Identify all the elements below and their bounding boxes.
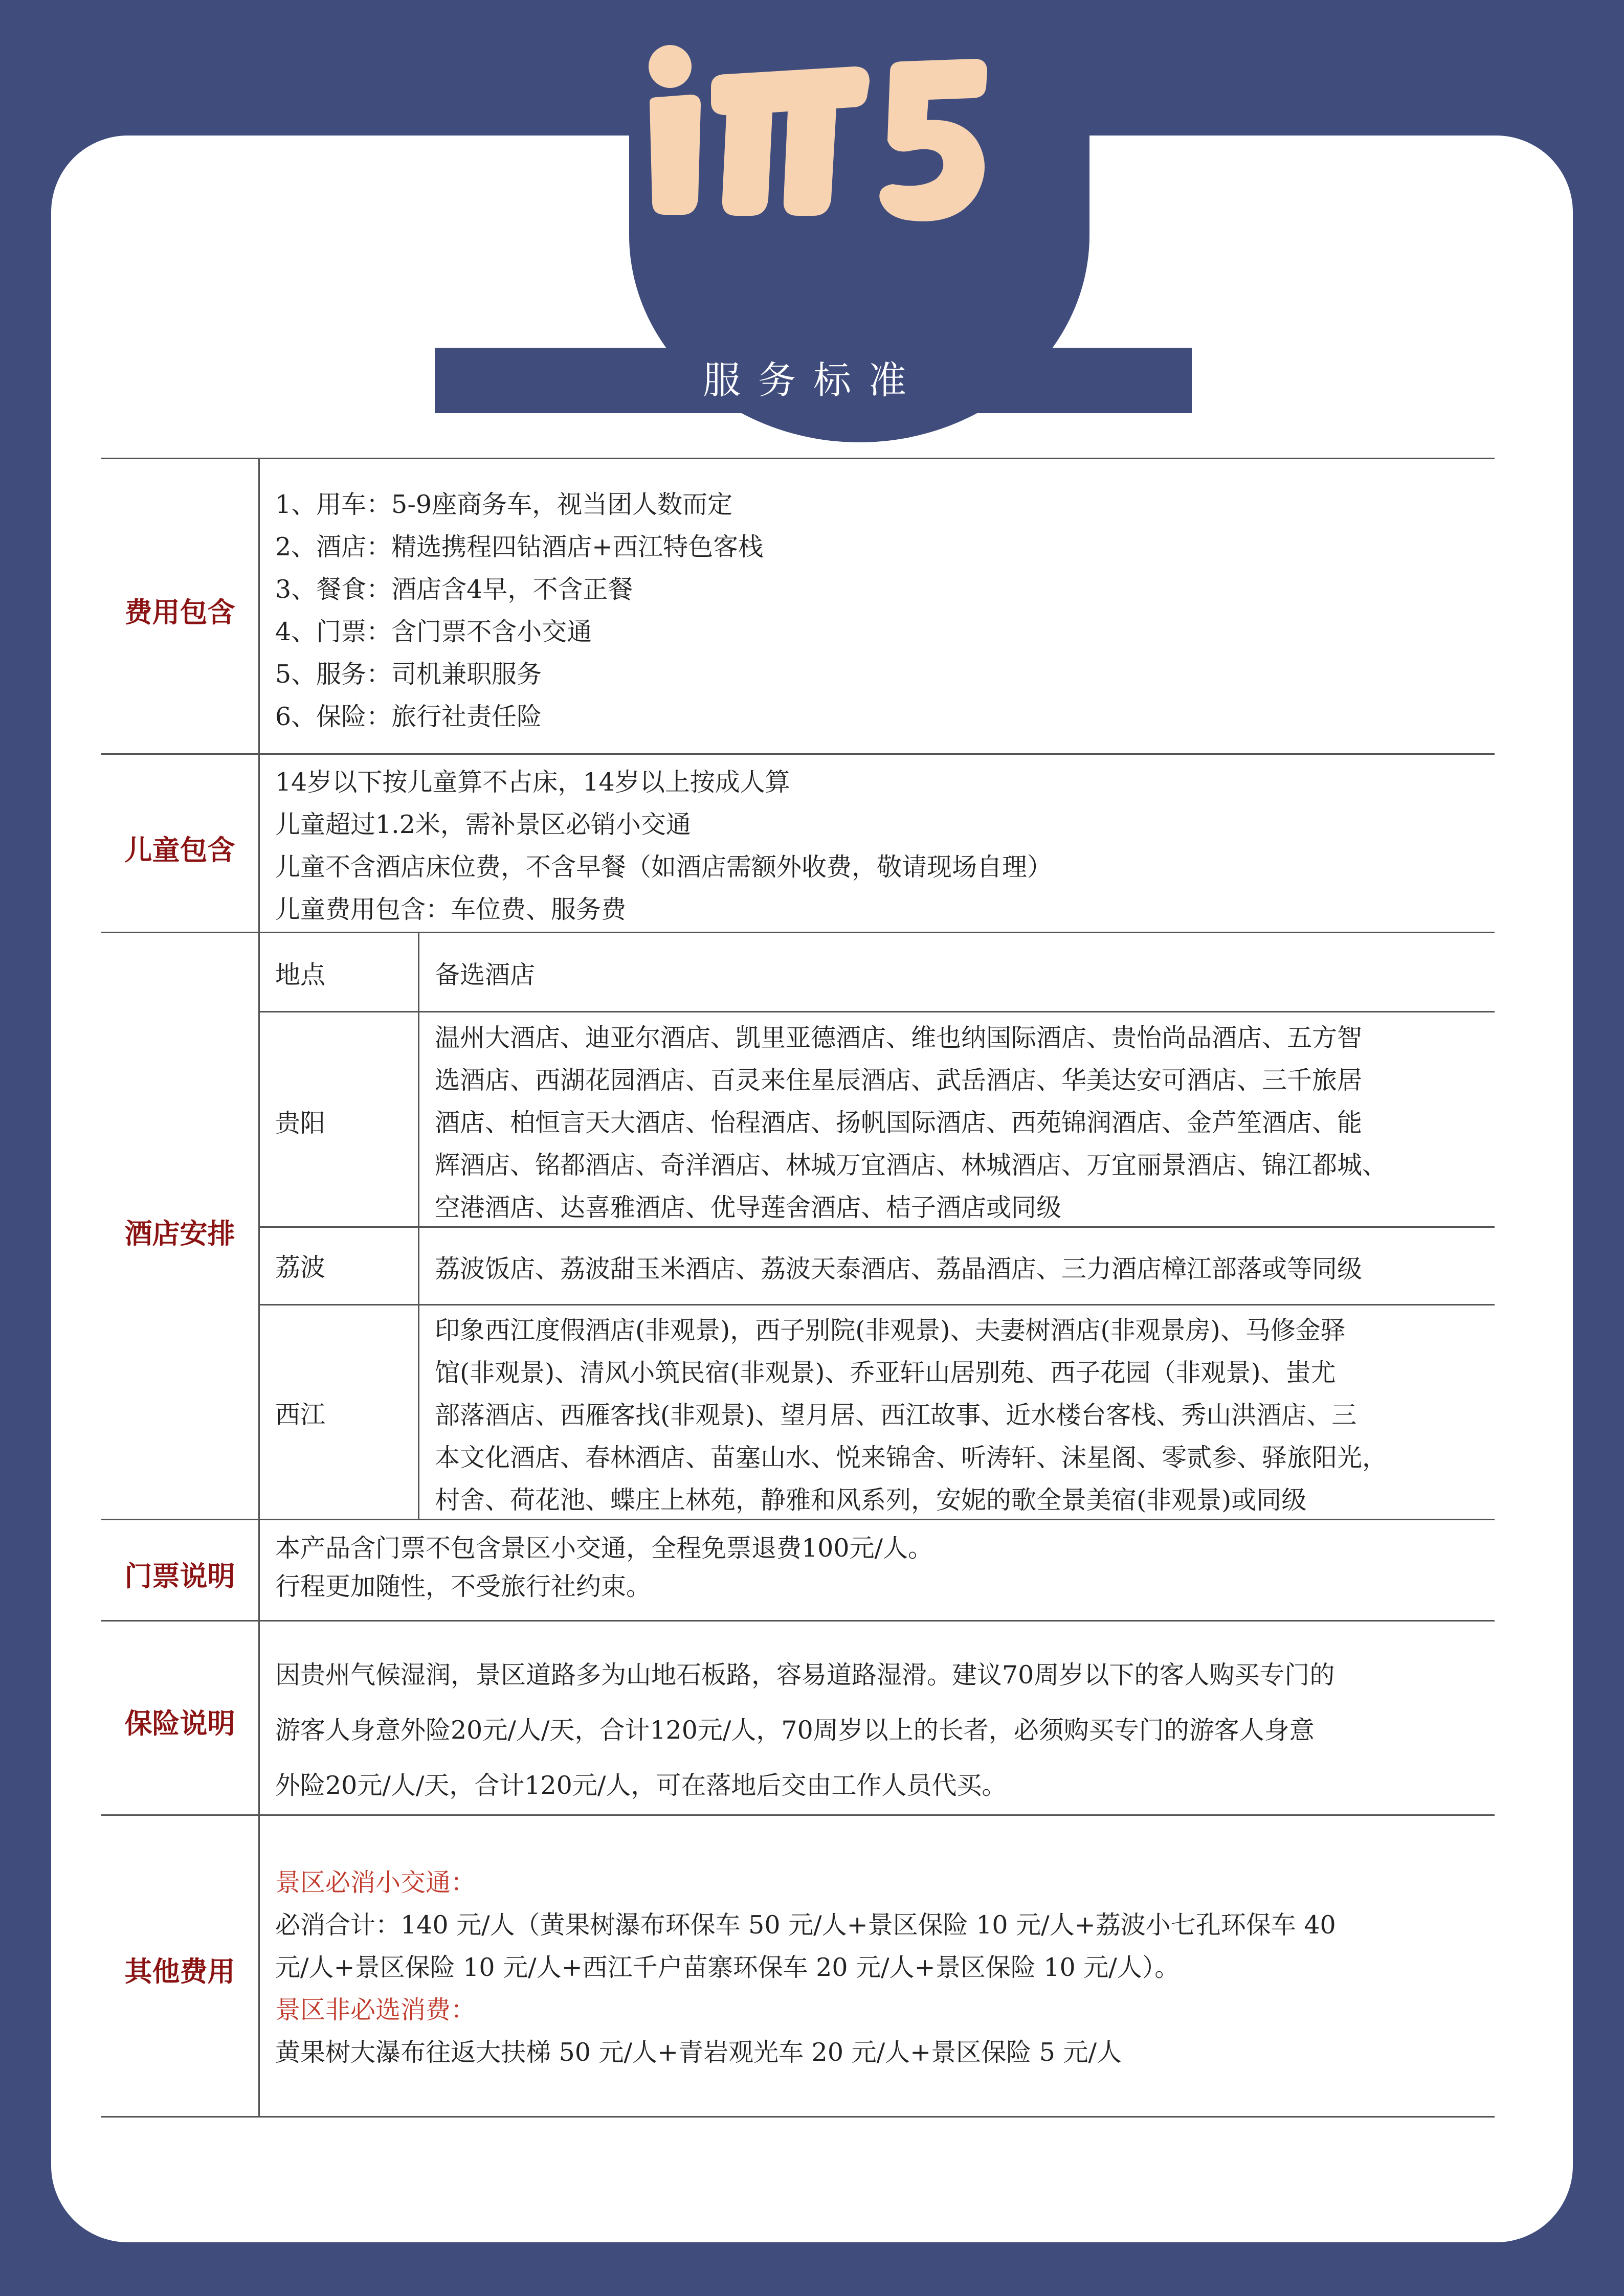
brand-logo: [634, 31, 992, 235]
list-item: 儿童费用包含：车位费、服务费: [275, 895, 627, 924]
label-fee-include: 费用包含: [124, 596, 235, 628]
label-insurance: 保险说明: [124, 1707, 235, 1740]
optional-heading: 景区非必选消费：: [275, 1995, 476, 2024]
list-item: 4、门票：含门票不含小交通: [275, 617, 592, 646]
label-other: 其他费用: [124, 1955, 235, 1988]
list-item: 酒店、柏恒言天大酒店、怡程酒店、扬帆国际酒店、西苑锦润酒店、金芦笙酒店、能: [435, 1108, 1363, 1137]
list-item: 5、服务：司机兼职服务: [275, 660, 542, 689]
hotel-column-divider: [418, 932, 419, 1519]
list-item: 空港酒店、达喜雅酒店、优导莲舍酒店、桔子酒店或同级: [435, 1193, 1062, 1222]
row-divider: [101, 1814, 1495, 1816]
list-item: 14岁以下按儿童算不占床，14岁以上按成人算: [275, 768, 790, 797]
list-item: 外险20元/人/天，合计120元/人，可在落地后交由工作人员代买。: [275, 1771, 1007, 1800]
list-item: 荔波饭店、荔波甜玉米酒店、荔波天泰酒店、荔晶酒店、三力酒店樟江部落或等同级: [435, 1254, 1363, 1284]
hotel-row-divider: [258, 1011, 1495, 1012]
hotel-list-libo: [435, 1248, 1488, 1290]
list-item: 村舍、荷花池、蝶庄上林苑，静雅和风系列，安妮的歌全景美宿(非观景)或同级: [435, 1485, 1307, 1515]
hotel-place-xijiang: 西江: [275, 1400, 326, 1429]
list-item: 馆(非观景)、清风小筑民宿(非观景)、乔亚轩山居别苑、西子花园（非观景)、蚩尤: [435, 1358, 1336, 1387]
label-ticket: 门票说明: [124, 1560, 235, 1592]
hotel-header-hotel: 备选酒店: [435, 960, 536, 989]
hotel-list-xijiang: [435, 1309, 1488, 1521]
fee-include-list: [275, 483, 1487, 738]
list-item: 1、用车：5-9座商务车，视当团人数而定: [275, 490, 733, 519]
hotel-place-guiyang: 贵阳: [275, 1109, 326, 1138]
list-item: 部落酒店、西雁客找(非观景)、望月居、西江故事、近水楼台客栈、秀山洪酒店、三: [435, 1401, 1357, 1430]
list-item: 儿童超过1.2米，需补景区必销小交通: [275, 810, 691, 839]
list-item: 本文化酒店、春林酒店、苗塞山水、悦来锦舍、听涛轩、沫星阁、零贰参、驿旅阳光，: [435, 1443, 1388, 1472]
mandatory-heading: 景区必消小交通：: [275, 1868, 476, 1897]
list-item: 选酒店、西湖花园酒店、百灵来住星辰酒店、武岳酒店、华美达安可酒店、三千旅居: [435, 1066, 1363, 1095]
label-hotel: 酒店安排: [124, 1218, 235, 1250]
list-item: 辉酒店、铭都酒店、奇洋酒店、林城万宜酒店、林城酒店、万宜丽景酒店、锦江都城、: [435, 1151, 1388, 1180]
list-item: 元/人+景区保险 10 元/人+西江千户苗寨环保车 20 元/人+景区保险 10 元/人）。: [275, 1953, 1180, 1982]
ticket-text: [275, 1529, 1487, 1606]
row-divider: [101, 753, 1495, 755]
hotel-row-divider: [258, 1304, 1495, 1305]
list-item: 必消合计：140 元/人（黄果树瀑布环保车 50 元/人+景区保险 10 元/人+荔波小七孔环保车 40: [275, 1910, 1336, 1940]
list-item: 行程更加随性，不受旅行社约束。: [275, 1572, 652, 1601]
list-item: 2、酒店：精选携程四钻酒店+西江特色客栈: [275, 532, 764, 561]
table-top-rule: [101, 458, 1495, 459]
list-item: 3、餐食：酒店含4早，不含正餐: [275, 575, 633, 604]
other-fees-text: [275, 1861, 1487, 2074]
table-bottom-rule: [101, 2116, 1495, 2118]
child-include-list: [275, 761, 1487, 931]
list-item: 黄果树大瀑布往返大扶梯 50 元/人+青岩观光车 20 元/人+景区保险 5 元/人: [275, 2038, 1122, 2067]
list-item: 印象西江度假酒店(非观景)，西子别院(非观景)、夫妻树酒店(非观景房)、马修金驿: [435, 1316, 1346, 1345]
hotel-header-place: 地点: [275, 960, 326, 989]
label-column-divider: [258, 458, 260, 2118]
label-child-include: 儿童包含: [124, 834, 235, 866]
section-banner: 服务标准: [435, 348, 1192, 413]
insurance-text: [275, 1648, 1487, 1813]
list-item: 游客人身意外险20元/人/天，合计120元/人，70周岁以上的长者，必须购买专门的游客人身意: [275, 1716, 1315, 1745]
list-item: 儿童不含酒店床位费，不含早餐（如酒店需额外收费，敬请现场自理）: [275, 852, 1053, 882]
list-item: 本产品含门票不包含景区小交通，全程免票退费100元/人。: [275, 1534, 933, 1563]
list-item: 因贵州气候湿润，景区道路多为山地石板路，容易道路湿滑。建议70周岁以下的客人购买专门的: [275, 1660, 1335, 1690]
hotel-list-guiyang: [435, 1017, 1488, 1229]
list-item: 温州大酒店、迪亚尔酒店、凯里亚德酒店、维也纳国际酒店、贵怡尚品酒店、五方智: [435, 1023, 1363, 1052]
list-item: 6、保险：旅行社责任险: [275, 702, 542, 731]
row-divider: [101, 932, 1495, 933]
row-divider: [101, 1620, 1495, 1622]
hotel-place-libo: 荔波: [275, 1253, 326, 1282]
